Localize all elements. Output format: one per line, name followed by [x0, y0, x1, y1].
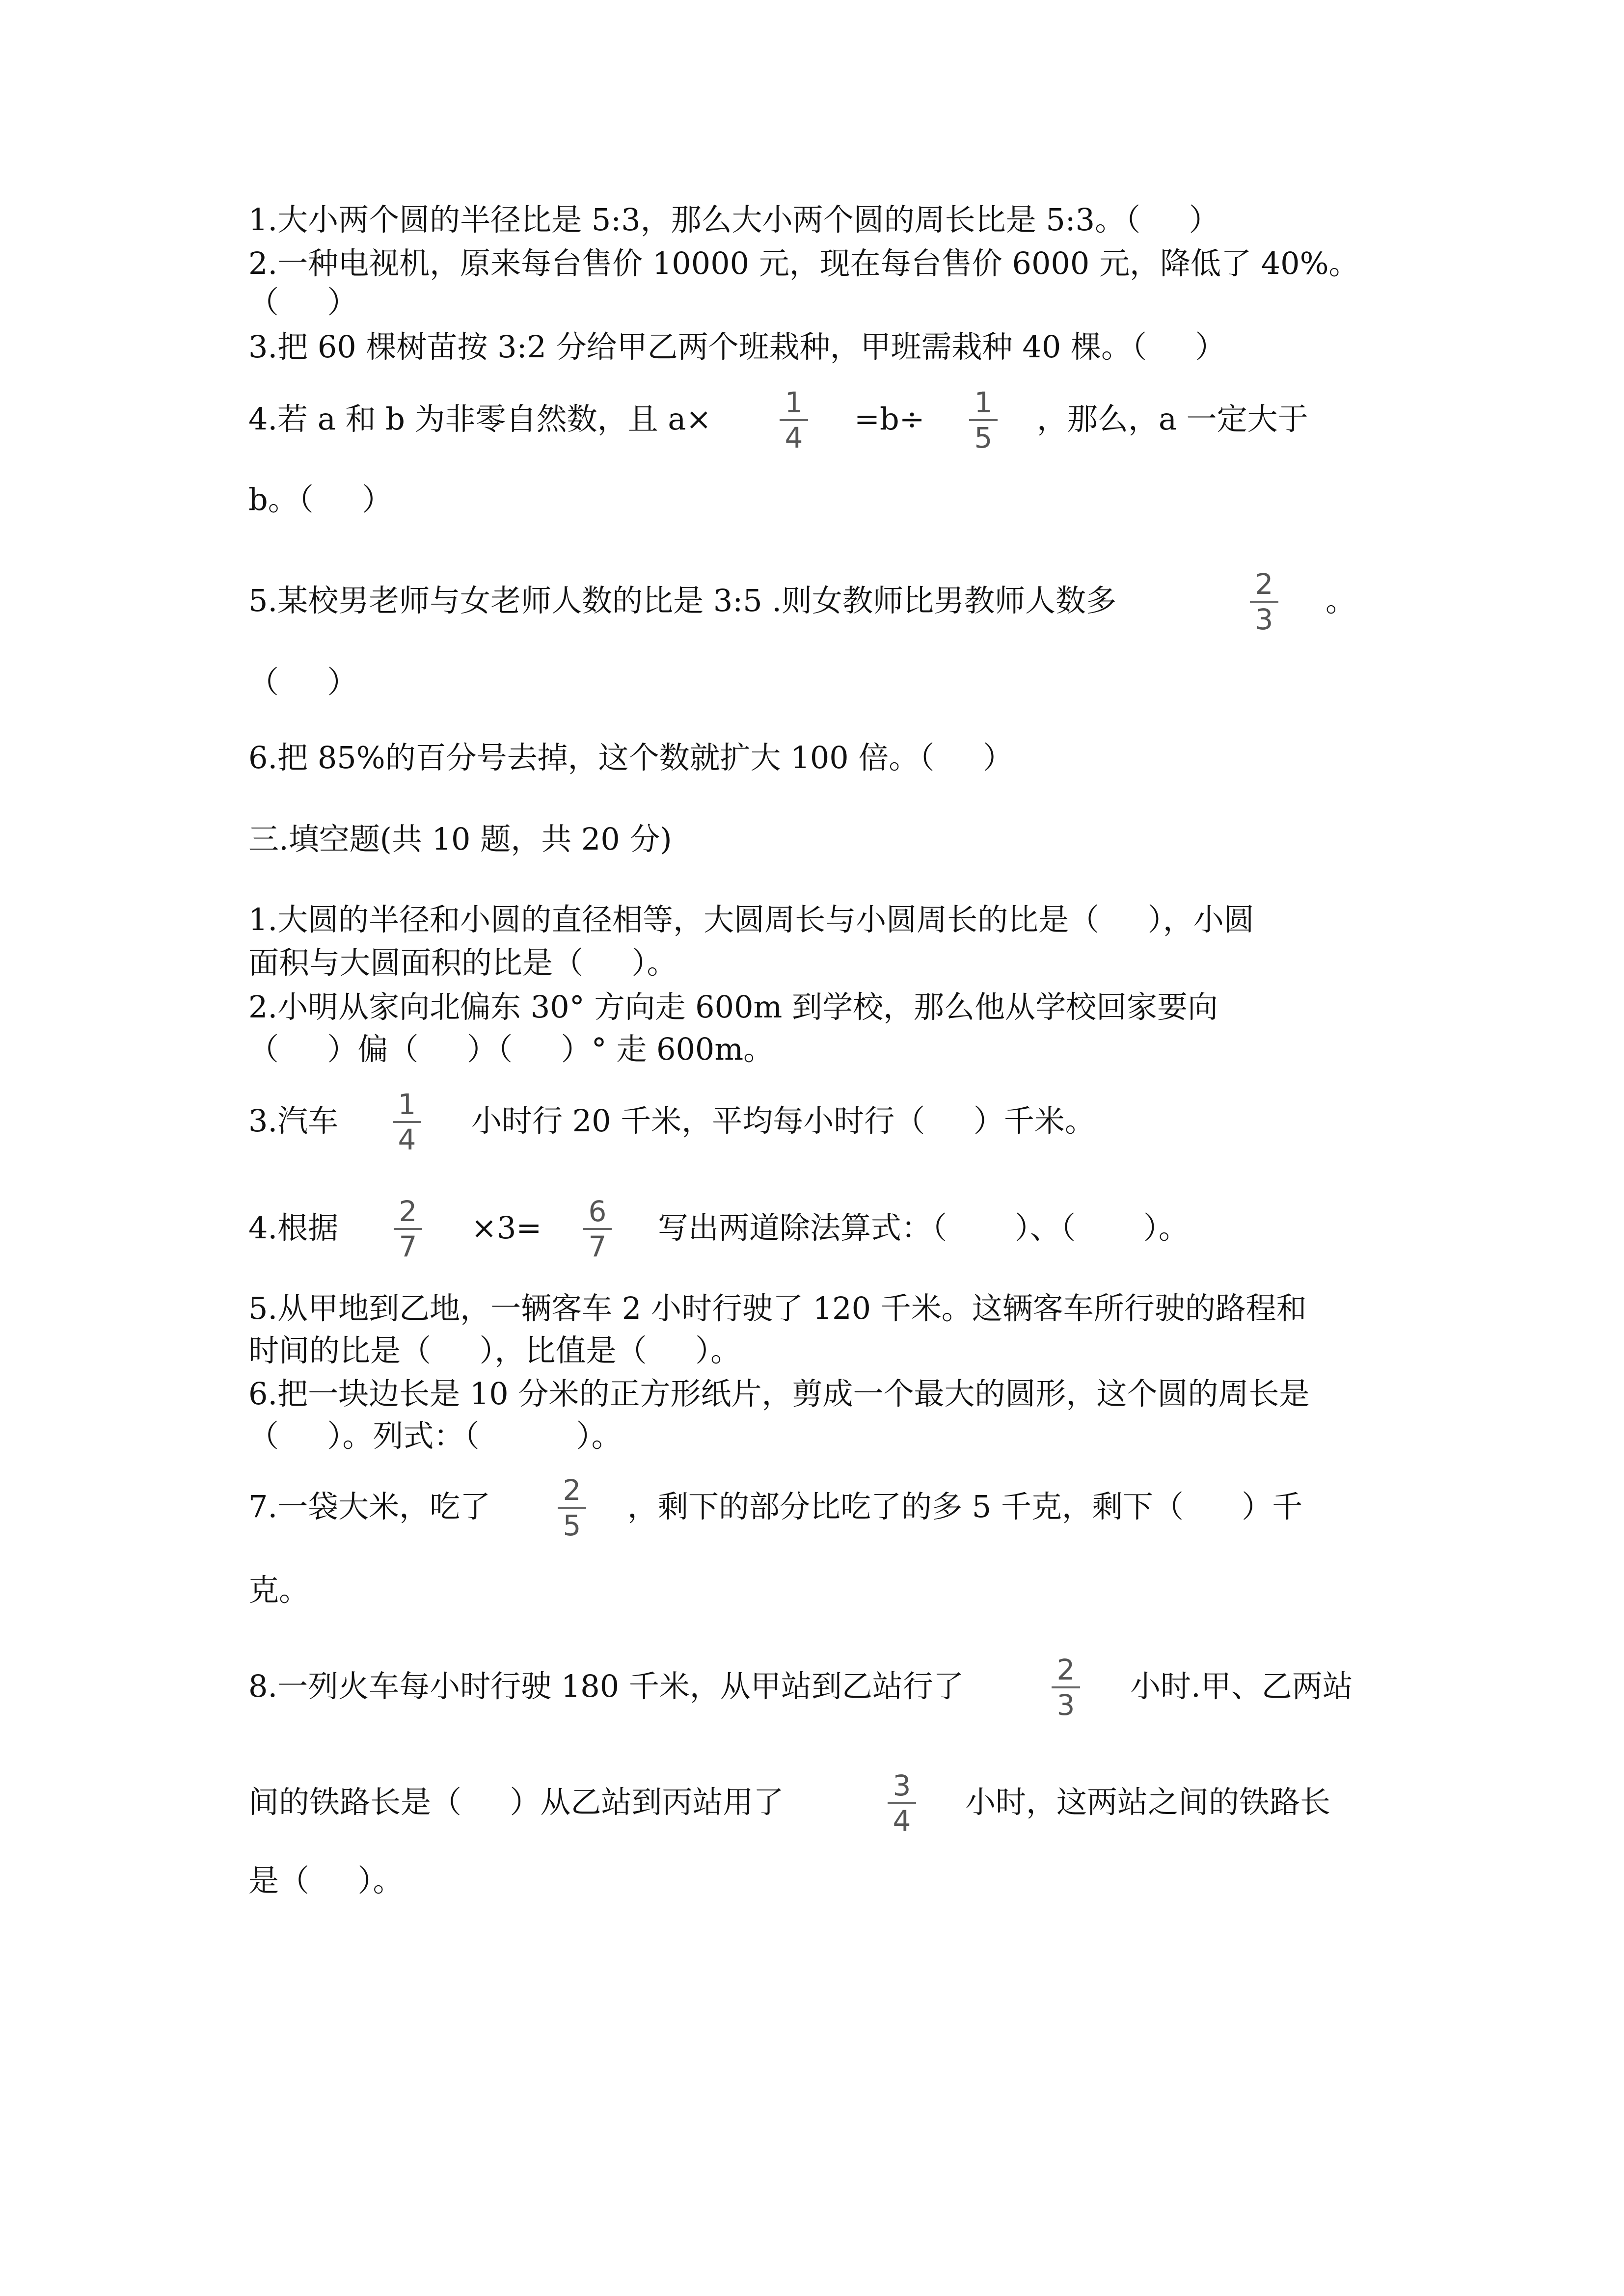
fill-question-8-part-3: 间的铁路长是（ ）从乙站到丙站用了: [248, 1784, 784, 1820]
fill-question-5-line-1: 5.从甲地到乙地，一辆客车 2 小时行驶了 120 千米。这辆客车所行驶的路程和: [248, 1290, 1307, 1326]
fill-question-3-part-2: 小时行 20 千米，平均每小时行（ ）千米。: [471, 1103, 1095, 1139]
judge-question-2-answer-blank: （ ）: [248, 284, 358, 320]
fraction-two-thirds-b: 2 3: [1049, 1655, 1083, 1720]
section-title-fill-in: 三.填空题(共 10 题，共 20 分): [248, 821, 672, 857]
fill-question-7-part-1: 7.一袋大米，吃了: [248, 1489, 491, 1524]
fraction-six-sevenths: 6 7: [580, 1197, 615, 1261]
fraction-two-fifths: 2 5: [555, 1475, 589, 1540]
fill-question-4-part-1: 4.根据: [248, 1210, 339, 1246]
judge-question-4-part-3: ，那么，a 一定大于: [1037, 401, 1308, 437]
judge-question-3: 3.把 60 棵树苗按 3:2 分给甲乙两个班栽种，甲班需栽种 40 棵。（ ）: [248, 329, 1226, 365]
fill-question-6-line-2: （ ）。列式：（ ）。: [248, 1418, 622, 1454]
fill-question-1-line-1: 1.大圆的半径和小圆的直径相等，大圆周长与小圆周长的比是（ ），小圆: [248, 902, 1254, 937]
fill-question-2-line-2: （ ）偏（ ）（ ）° 走 600m。: [248, 1031, 774, 1067]
fraction-two-thirds: 2 3: [1247, 569, 1281, 634]
judge-question-5-part-1: 5.某校男老师与女老师人数的比是 3:5 .则女教师比男教师人数多: [248, 583, 1117, 618]
fill-question-4-part-2: ×3=: [471, 1210, 542, 1246]
fill-question-8-part-2: 小时.甲、乙两站: [1130, 1668, 1353, 1704]
judge-question-4-part-2: =b÷: [854, 401, 925, 437]
fill-question-3-part-1: 3.汽车: [248, 1103, 339, 1139]
fill-question-4-part-3: 写出两道除法算式：（ ）、（ ）。: [658, 1210, 1189, 1246]
fraction-one-fifth: 1 5: [966, 388, 1001, 453]
judge-question-1: 1.大小两个圆的半径比是 5:3，那么大小两个圆的周长比是 5:3。（ ）: [248, 202, 1219, 238]
fill-question-7-part-2: ，剩下的部分比吃了的多 5 千克，剩下（ ）千: [627, 1489, 1303, 1524]
fill-question-1-line-2: 面积与大圆面积的比是（ ）。: [248, 945, 677, 981]
fill-question-7-part-3: 克。: [248, 1572, 310, 1608]
fill-question-6-line-1: 6.把一块边长是 10 分米的正方形纸片，剪成一个最大的圆形，这个圆的周长是: [248, 1376, 1310, 1412]
fraction-two-sevenths: 2 7: [391, 1197, 425, 1261]
judge-question-4-part-4: b。（ ）: [248, 481, 393, 517]
fraction-one-quarter: 1 4: [777, 388, 811, 453]
judge-question-6: 6.把 85%的百分号去掉，这个数就扩大 100 倍。（ ）: [248, 740, 1013, 775]
fill-question-8-part-5: 是（ ）。: [248, 1863, 404, 1898]
fraction-three-quarters: 3 4: [885, 1771, 919, 1836]
fill-question-2-line-1: 2.小明从家向北偏东 30° 方向走 600m 到学校，那么他从学校回家要向: [248, 989, 1218, 1025]
judge-question-5-answer-blank: （ ）: [248, 664, 358, 700]
judge-question-5-part-2: 。: [1326, 583, 1356, 618]
judge-question-2-line-1: 2.一种电视机，原来每台售价 10000 元，现在每台售价 6000 元，降低了 40%。: [248, 245, 1359, 281]
fill-question-8-part-1: 8.一列火车每小时行驶 180 千米，从甲站到乙站行了: [248, 1668, 964, 1704]
fill-question-8-part-4: 小时，这两站之间的铁路长: [965, 1784, 1331, 1820]
fill-question-5-line-2: 时间的比是（ ），比值是（ ）。: [248, 1333, 741, 1368]
judge-question-4-part-1: 4.若 a 和 b 为非零自然数，且 a×: [248, 401, 712, 437]
fraction-one-quarter-b: 1 4: [390, 1090, 424, 1154]
